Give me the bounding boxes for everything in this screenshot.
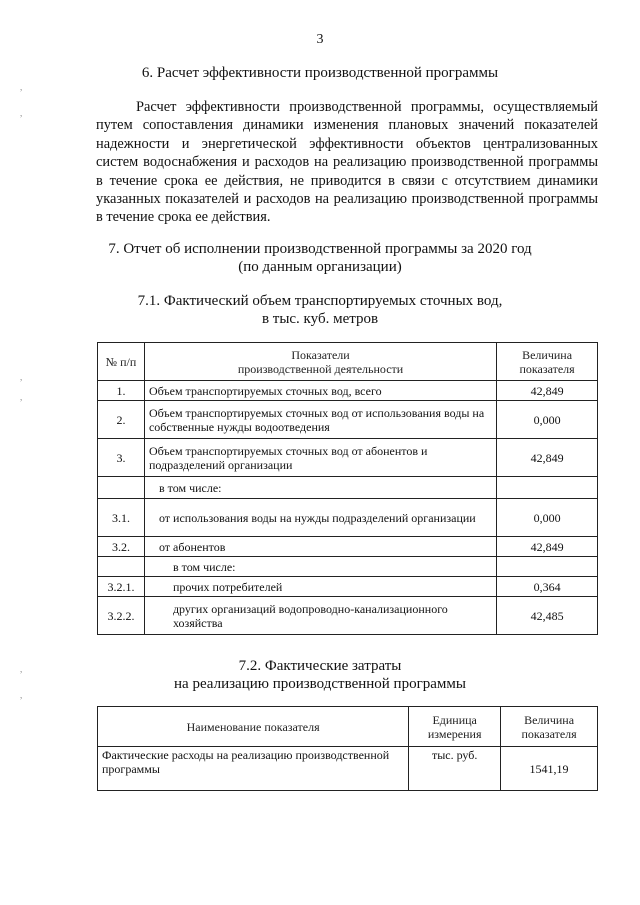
header-unit-line2: измерения — [427, 726, 482, 741]
table-row — [98, 381, 598, 401]
row-value — [497, 557, 598, 577]
margin-mark: , — [20, 82, 23, 92]
row-value: 0,000 — [497, 401, 598, 439]
row-name: в том числе: — [144, 477, 496, 499]
row-num: 3.1. — [98, 499, 145, 537]
row-name: Фактические расходы на реализацию производственной программы — [98, 747, 409, 791]
row-name: Объем транспортируемых сточных вод от абонентов и подразделений организации — [144, 439, 496, 477]
table-header-row — [98, 343, 598, 381]
header-value-line2: показателя — [521, 726, 577, 741]
margin-mark: , — [20, 664, 23, 674]
table-row — [98, 577, 598, 597]
costs-table — [97, 706, 598, 791]
table-row — [98, 537, 598, 557]
row-value: 0,000 — [497, 499, 598, 537]
row-value: 42,849 — [497, 537, 598, 557]
header-value-line1: Величина — [522, 347, 573, 362]
table-row — [98, 439, 598, 477]
section72-heading-line2: на реализацию производственной программы — [174, 676, 466, 692]
margin-mark: , — [20, 392, 23, 402]
header-num: № п/п — [98, 343, 145, 381]
row-name: прочих потребителей — [144, 577, 496, 597]
section7-heading-line2: (по данным организации) — [238, 259, 402, 275]
section71-heading-line1: 7.1. Фактический объем транспортируемых сточных вод, — [137, 293, 503, 309]
header-value — [501, 707, 598, 747]
row-num: 3.2.2. — [98, 597, 145, 635]
table-header-row — [98, 707, 598, 747]
section72-heading-line1: 7.2. Фактические затраты — [238, 658, 402, 674]
sewage-volume-table — [97, 342, 598, 635]
row-name: Объем транспортируемых сточных вод от использования воды на собственные нужды водоотведения — [144, 401, 496, 439]
row-value: 42,485 — [497, 597, 598, 635]
margin-mark: , — [20, 690, 23, 700]
row-num: 3. — [98, 439, 145, 477]
section71-heading — [0, 292, 640, 328]
header-value-line2: показателя — [519, 361, 575, 376]
row-name: от использования воды на нужды подразделений организации — [144, 499, 496, 537]
header-value-line1: Величина — [524, 712, 575, 727]
row-value: 42,849 — [497, 381, 598, 401]
row-name: других организаций водопроводно-канализационного хозяйства — [144, 597, 496, 635]
header-unit-line1: Единица — [432, 712, 477, 727]
margin-mark: , — [20, 108, 23, 118]
row-num: 1. — [98, 381, 145, 401]
table-row — [98, 477, 598, 499]
row-value: 42,849 — [497, 439, 598, 477]
section72-heading — [0, 657, 640, 693]
section6-paragraph — [96, 98, 598, 227]
header-unit — [409, 707, 501, 747]
section7-heading-line1: 7. Отчет об исполнении производственной программы за 2020 год — [108, 241, 532, 257]
section6-heading: 6. Расчет эффективности производственной программы — [141, 65, 499, 81]
table-row — [98, 401, 598, 439]
section71-heading-line2: в тыс. куб. метров — [261, 311, 379, 327]
row-num: 3.2. — [98, 537, 145, 557]
section7-heading — [0, 240, 640, 276]
row-num — [98, 557, 145, 577]
header-name-line2: производственной деятельности — [237, 361, 404, 376]
page-number: 3 — [316, 32, 324, 47]
row-num: 2. — [98, 401, 145, 439]
margin-mark: , — [20, 372, 23, 382]
header-name: Наименование показателя — [98, 707, 409, 747]
row-name: от абонентов — [144, 537, 496, 557]
row-name: Объем транспортируемых сточных вод, всего — [144, 381, 496, 401]
row-value — [497, 477, 598, 499]
table-row — [98, 597, 598, 635]
header-name — [144, 343, 496, 381]
table-row — [98, 747, 598, 791]
row-num — [98, 477, 145, 499]
row-value: 1541,19 — [501, 747, 598, 791]
row-value: 0,364 — [497, 577, 598, 597]
table-row — [98, 499, 598, 537]
table-row — [98, 557, 598, 577]
row-name: в том числе: — [144, 557, 496, 577]
header-name-line1: Показатели — [291, 347, 350, 362]
header-value — [497, 343, 598, 381]
row-unit: тыс. руб. — [409, 747, 501, 791]
section6-paragraph-text: Расчет эффективности производственной программы, осуществляемый путем сопоставления динамики изменения плановых значений показателей надежности и энергетической эффективности объектов централизованных систем водоснабжения и расходов на реализацию производственной программы в течение срока ее действия, не приводится в связи с отсутствием динамики указанных показателей и расходов на реализацию производственной программы в течение срока ее действия. — [96, 99, 598, 226]
row-num: 3.2.1. — [98, 577, 145, 597]
